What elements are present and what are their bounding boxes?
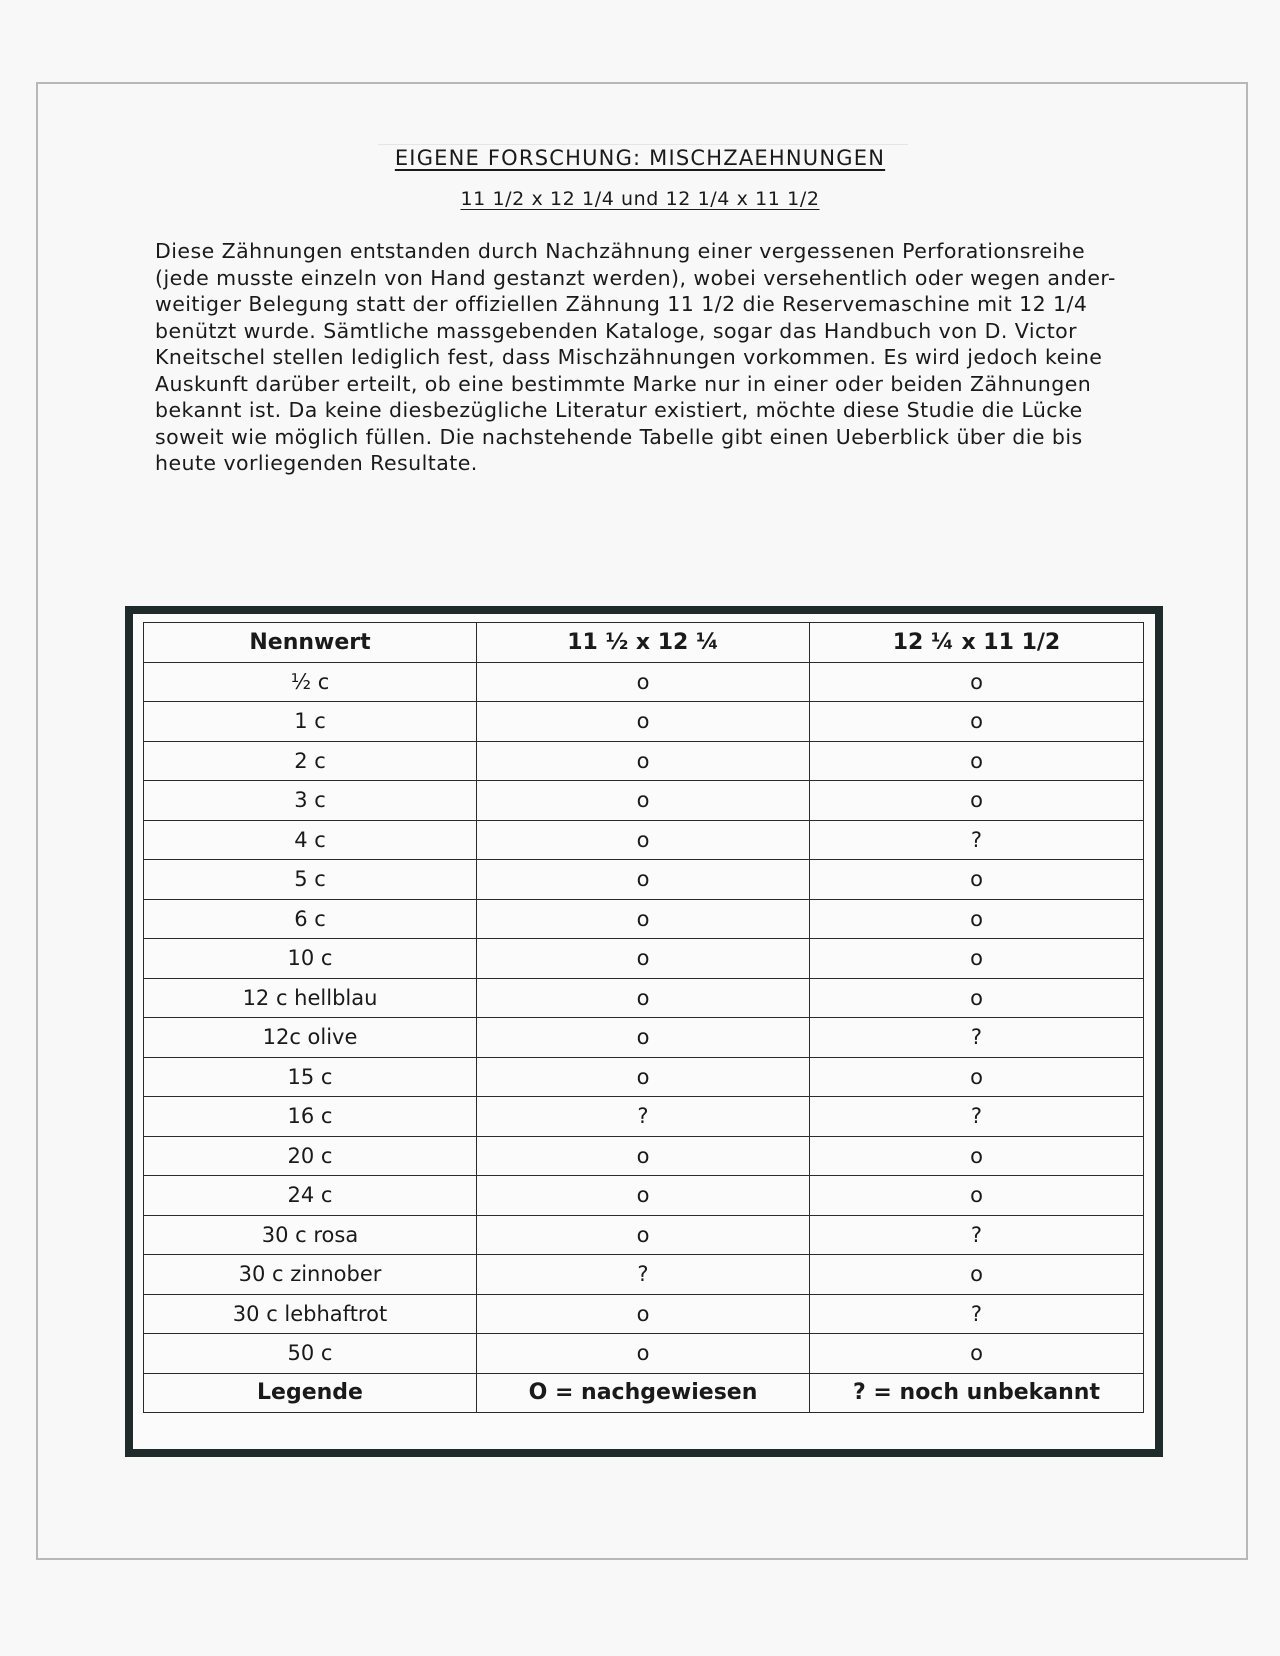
table-row [144,1018,1144,1058]
cell-perf-b: o [810,860,1144,900]
paragraph-line: heute vorliegenden Resultate. [155,451,478,475]
table-row [144,860,1144,900]
legend-unknown: ? = noch unbekannt [810,1373,1144,1413]
cell-value: 2 c [144,741,477,781]
paragraph-line: (jede musste einzeln von Hand gestanzt werden), wobei versehentlich oder wegen ander- [155,265,1116,290]
legend-row [144,1373,1144,1413]
paragraph-line: Kneitschel stellen lediglich fest, dass Mischzähnungen vorkommen. Es wird jedoch keine [155,345,1103,369]
cell-perf-a: o [477,1215,810,1255]
cell-value: 16 c [144,1097,477,1137]
cell-perf-a: o [477,978,810,1018]
table-mount [125,606,1163,1457]
cell-perf-b: o [810,978,1144,1018]
cell-perf-a: o [477,939,810,979]
cell-perf-a: o [477,702,810,742]
legend-confirmed: O = nachgewiesen [477,1373,810,1413]
table-row [144,1255,1144,1295]
paragraph-line: weitiger Belegung statt der offiziellen Zähnung 11 1/2 die Reservemaschine mit 12 1/4 [155,292,1088,316]
cell-perf-b: o [810,1255,1144,1295]
cell-value: 15 c [144,1057,477,1097]
cell-perf-a: o [477,1057,810,1097]
table-row [144,1334,1144,1374]
cell-perf-a: o [477,662,810,702]
cell-value: 24 c [144,1176,477,1216]
table-card [133,614,1155,1449]
header-perf-a: 11 ½ x 12 ¼ [477,623,810,663]
cell-perf-b: ? [810,1018,1144,1058]
cell-perf-b: o [810,1057,1144,1097]
header-perf-b: 12 ¼ x 11 1/2 [810,623,1144,663]
table-row [144,781,1144,821]
cell-perf-a: o [477,1136,810,1176]
table-row [144,662,1144,702]
cell-perf-b: o [810,702,1144,742]
cell-value: 10 c [144,939,477,979]
cell-perf-a: o [477,1176,810,1216]
cell-perf-a: ? [477,1255,810,1295]
cell-perf-b: o [810,939,1144,979]
cell-value: ½ c [144,662,477,702]
table-row [144,939,1144,979]
table-row [144,1215,1144,1255]
faint-rule [378,130,908,145]
cell-value: 6 c [144,899,477,939]
table-row [144,702,1144,742]
cell-perf-b: ? [810,820,1144,860]
cell-perf-a: o [477,741,810,781]
cell-perf-b: ? [810,1097,1144,1137]
cell-perf-b: o [810,781,1144,821]
cell-value: 20 c [144,1136,477,1176]
table-row [144,1176,1144,1216]
table-row [144,1097,1144,1137]
paragraph-line: benützt wurde. Sämtliche massgebenden Kataloge, sogar das Handbuch von D. Victor [155,318,1078,343]
table-row [144,1136,1144,1176]
table-row [144,978,1144,1018]
cell-value: 12c olive [144,1018,477,1058]
cell-perf-b: ? [810,1215,1144,1255]
cell-value: 30 c lebhaftrot [144,1294,477,1334]
paragraph-line: Diese Zähnungen entstanden durch Nachzähnung einer vergessenen Perforationsreihe [155,239,1086,263]
cell-value: 30 c zinnober [144,1255,477,1295]
cell-perf-b: o [810,1176,1144,1216]
paragraph-line: soweit wie möglich füllen. Die nachstehende Tabelle gibt einen Ueberblick über die bis [155,424,1083,449]
cell-value: 1 c [144,702,477,742]
cell-perf-a: o [477,1334,810,1374]
perforation-table [143,622,1144,1413]
cell-value: 3 c [144,781,477,821]
cell-value: 50 c [144,1334,477,1374]
table-row [144,741,1144,781]
table-row [144,820,1144,860]
page-subtitle: 11 1/2 x 12 1/4 und 12 1/4 x 11 1/2 [460,188,820,210]
paragraph-line: Auskunft darüber erteilt, ob eine bestimmte Marke nur in einer oder beiden Zähnungen [155,371,1092,396]
cell-value: 4 c [144,820,477,860]
cell-value: 30 c rosa [144,1215,477,1255]
cell-perf-a: o [477,781,810,821]
paragraph-line: bekannt ist. Da keine diesbezügliche Literatur existiert, möchte diese Studie die Lücke [155,398,1083,422]
cell-perf-a: o [477,820,810,860]
table-header-row [144,623,1144,663]
table-row [144,1294,1144,1334]
cell-perf-a: o [477,860,810,900]
cell-perf-a: o [477,1018,810,1058]
header-nennwert: Nennwert [144,623,477,663]
cell-perf-a: o [477,899,810,939]
cell-perf-a: ? [477,1097,810,1137]
cell-perf-b: ? [810,1294,1144,1334]
cell-perf-b: o [810,741,1144,781]
table-row [144,1057,1144,1097]
page-title: EIGENE FORSCHUNG: MISCHZAEHNUNGEN [394,146,886,170]
cell-perf-b: o [810,1334,1144,1374]
cell-perf-b: o [810,1136,1144,1176]
legend-label: Legende [144,1373,477,1413]
cell-perf-b: o [810,899,1144,939]
table-row [144,899,1144,939]
intro-paragraph [155,238,1155,477]
cell-value: 12 c hellblau [144,978,477,1018]
cell-perf-a: o [477,1294,810,1334]
cell-value: 5 c [144,860,477,900]
cell-perf-b: o [810,662,1144,702]
